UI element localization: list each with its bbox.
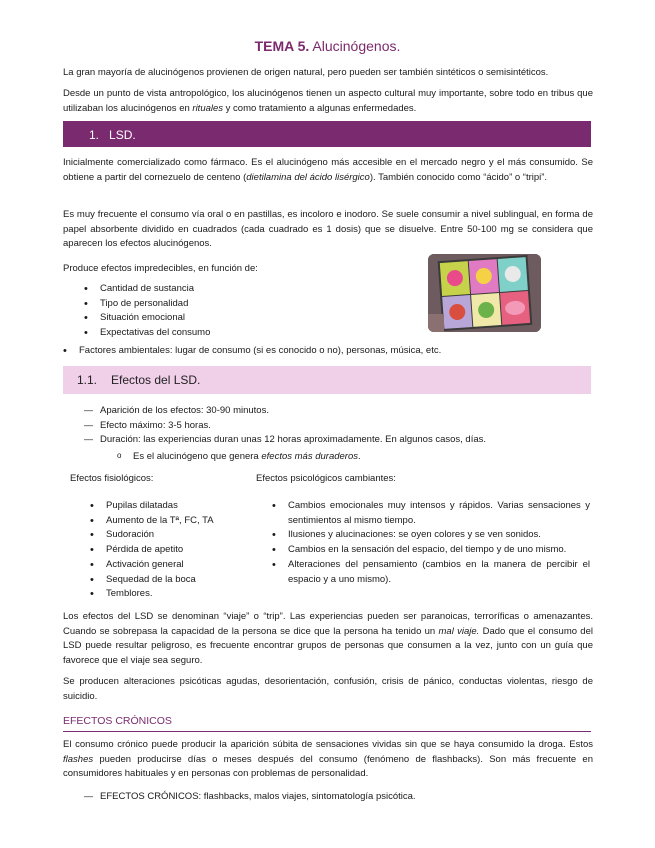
list-item: • Sequedad de la boca	[90, 573, 250, 588]
trip-text-a: Los efectos del LSD se denominan “viaje” o “trip”. Las experiencias pueden ser paranoicas, terroríficas o amenazantes. Cuando se sobrepasa la capacidad de la persona se dice que la persona ha tenido un	[63, 611, 593, 637]
intro-p2-emphasis: rituales	[192, 102, 224, 114]
intro-paragraph-1: La gran mayoría de alucinógenos provienen de origen natural, pero pueden ser también sintéticos o semisintéticos.	[63, 67, 549, 78]
lsd-paragraph-1	[63, 156, 593, 185]
chronic-effects-heading: EFECTOS CRÓNICOS	[63, 713, 591, 732]
factors-list	[84, 282, 414, 341]
lsd-paragraph-3: Produce efectos impredecibles, en función de:	[63, 263, 258, 274]
sub-emphasis: efectos más duraderos	[261, 451, 358, 462]
list-item: • Ilusiones y alucinaciones: se oyen colores y se ven sonidos.	[272, 528, 590, 543]
duration-sublist	[117, 450, 587, 465]
psychological-effects-list	[272, 499, 590, 587]
section-title: LSD.	[109, 128, 136, 142]
lsd-p1-text-b: ). También conocido como “ácido” o “tripi”.	[369, 171, 548, 183]
lsd-paragraph-2: Es muy frecuente el consumo vía oral o en pastillas, es incoloro e inodoro. Se suele consumir a nivel sublingual, en forma de papel absorbente dividido en cuadrados (cada cuadrado es 1 dosis) que se disuelve. Entre 50-100 mg se considera que aparecen los efectos alucinógenos.	[63, 209, 593, 250]
blotter-illustration	[428, 254, 541, 332]
list-item: • Cantidad de sustancia	[84, 282, 414, 297]
intro-p2-text-a: Desde un punto de vista antropológico, los alucinógenos tienen un aspecto cultural muy importante, sobre todo en tribus que utilizaban los alucinógenos en	[63, 88, 593, 114]
list-item: • Pupilas dilatadas	[90, 499, 250, 514]
list-item: • Aumento de la Tª, FC, TA	[90, 514, 250, 529]
list-item: • Alteraciones del pensamiento (cambios en la manera de percibir el espacio y a uno mismo).	[272, 558, 590, 587]
title-number: TEMA 5.	[254, 38, 310, 54]
chronic-effects-paragraph	[63, 738, 593, 782]
list-item: • Factores ambientales: lugar de consumo (si es conocido o no), personas, música, etc.	[63, 344, 593, 359]
trip-text-b: Dado que el consumo del LSD puede resultar peligroso, es frecuente encontrar grupos de personas que consumen a la vez, junto con un guía que favorece que el viaje sea seguro.	[63, 625, 593, 667]
trip-emphasis: mal viaje.	[438, 625, 480, 637]
subsection-number: 1.1.	[77, 373, 98, 387]
list-item: • Tipo de personalidad	[84, 297, 414, 312]
list-item: — Duración: las experiencias duran unas 12 horas aproximadamente. En algunos casos, días.	[84, 433, 594, 448]
list-item: • Situación emocional	[84, 311, 414, 326]
psychotic-alterations-paragraph: Se producen alteraciones psicóticas agudas, desorientación, confusión, crisis de pánico, conductas violentas, riesgo de suicidio.	[63, 676, 593, 702]
list-item: • Sudoración	[90, 528, 250, 543]
psychological-effects-title: Efectos psicológicos cambiantes:	[256, 473, 396, 484]
subsection-title: Efectos del LSD.	[111, 373, 201, 387]
lsd-p1-emphasis: dietilamina del ácido lisérgico	[246, 171, 370, 183]
list-item	[117, 450, 587, 465]
intro-paragraph-2	[63, 87, 593, 116]
intro-p2-text-b: y como tratamiento a algunas enfermedades.	[223, 102, 417, 114]
page-title	[0, 36, 655, 58]
list-item: — EFECTOS CRÓNICOS: flashbacks, malos viajes, sintomatología psicótica.	[84, 790, 594, 805]
chronic-emphasis: flashes	[63, 753, 94, 765]
sub-text-b: .	[358, 451, 361, 462]
timing-list	[84, 404, 594, 448]
chronic-effects-list	[84, 790, 594, 805]
lsd-p1-text-a: Inicialmente comercializado como fármaco. Es el alucinógeno más accesible en el mercado negro y el más consumido. Se obtiene a partir del cornezuelo de centeno (	[63, 157, 593, 183]
list-item: • Expectativas del consumo	[84, 326, 414, 341]
list-item: • Cambios en la sensación del espacio, del tiempo y de uno mismo.	[272, 543, 590, 558]
list-item: • Temblores.	[90, 587, 250, 602]
subsection-heading-effects	[63, 366, 591, 394]
chronic-text-a: El consumo crónico puede producir la aparición súbita de sensaciones vividas sin que se haya consumido la droga. Estos	[63, 739, 593, 750]
list-item: • Pérdida de apetito	[90, 543, 250, 558]
sub-text-a: Es el alucinógeno que genera	[133, 451, 262, 462]
lsd-blotter-image	[428, 254, 541, 332]
physiological-effects-list	[90, 499, 250, 602]
chronic-text-b: pueden producirse días o meses después del consumo (fenómeno de flashbacks). Son más frecuente en consumidores habituales y en personas con problemas de personalidad.	[63, 753, 593, 780]
section-heading-lsd	[63, 121, 591, 147]
list-item: — Efecto máximo: 3-5 horas.	[84, 419, 594, 434]
trip-paragraph	[63, 610, 593, 669]
list-item: — Aparición de los efectos: 30-90 minutos.	[84, 404, 594, 419]
title-text: Alucinógenos.	[309, 38, 401, 54]
section-number: 1.	[89, 128, 100, 142]
list-item: • Activación general	[90, 558, 250, 573]
factors-list-last	[63, 344, 593, 359]
physiological-effects-title: Efectos fisiológicos:	[70, 473, 154, 484]
list-item: • Cambios emocionales muy intensos y rápidos. Varias sensaciones y sentimientos al mismo tiempo.	[272, 499, 590, 528]
